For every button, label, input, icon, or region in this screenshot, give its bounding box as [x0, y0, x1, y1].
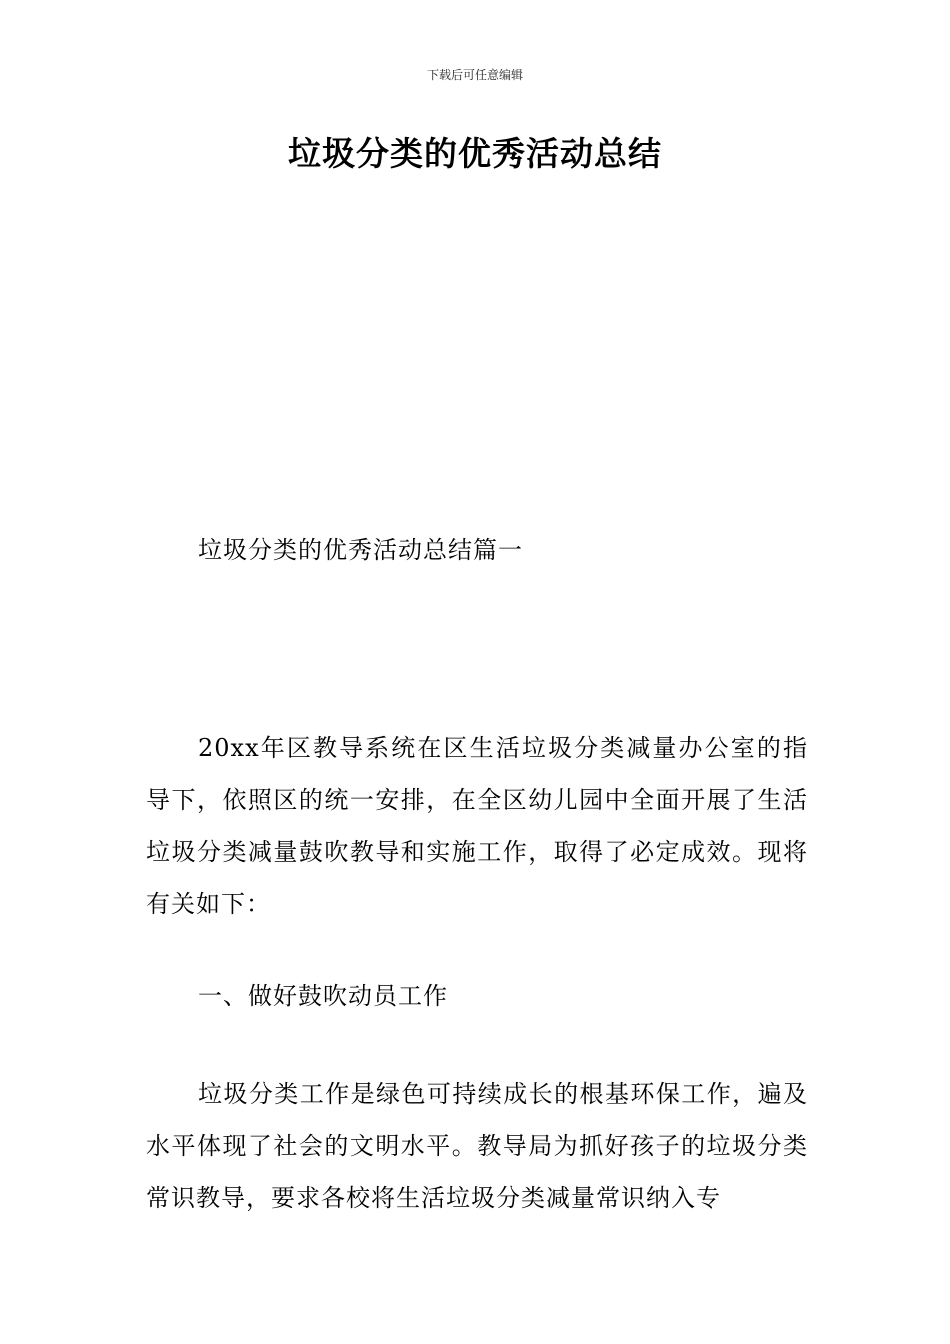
header-note: 下载后可任意编辑 — [426, 68, 523, 82]
paragraph: 20xx年区教导系统在区生活垃圾分类减量办公室的指导下，依照区的统一安排，在全区幼儿园中全面开展了生活垃圾分类减量鼓吹教导和实施工作，取得了必定成效。现将有关如下： — [146, 734, 808, 918]
paragraph: 垃圾分类工作是绿色可持续成长的根基环保工作，遍及水平体现了社会的文明水平。教导局为抓好孩子的垃圾分类常识教导，要求各校将生活垃圾分类减量常识纳入专 — [146, 1080, 808, 1212]
section-heading: 垃圾分类的优秀活动总结篇一 — [198, 536, 523, 564]
subheading: 一、做好鼓吹动员工作 — [198, 982, 448, 1010]
document-title: 垃圾分类的优秀活动总结 — [288, 134, 662, 173]
